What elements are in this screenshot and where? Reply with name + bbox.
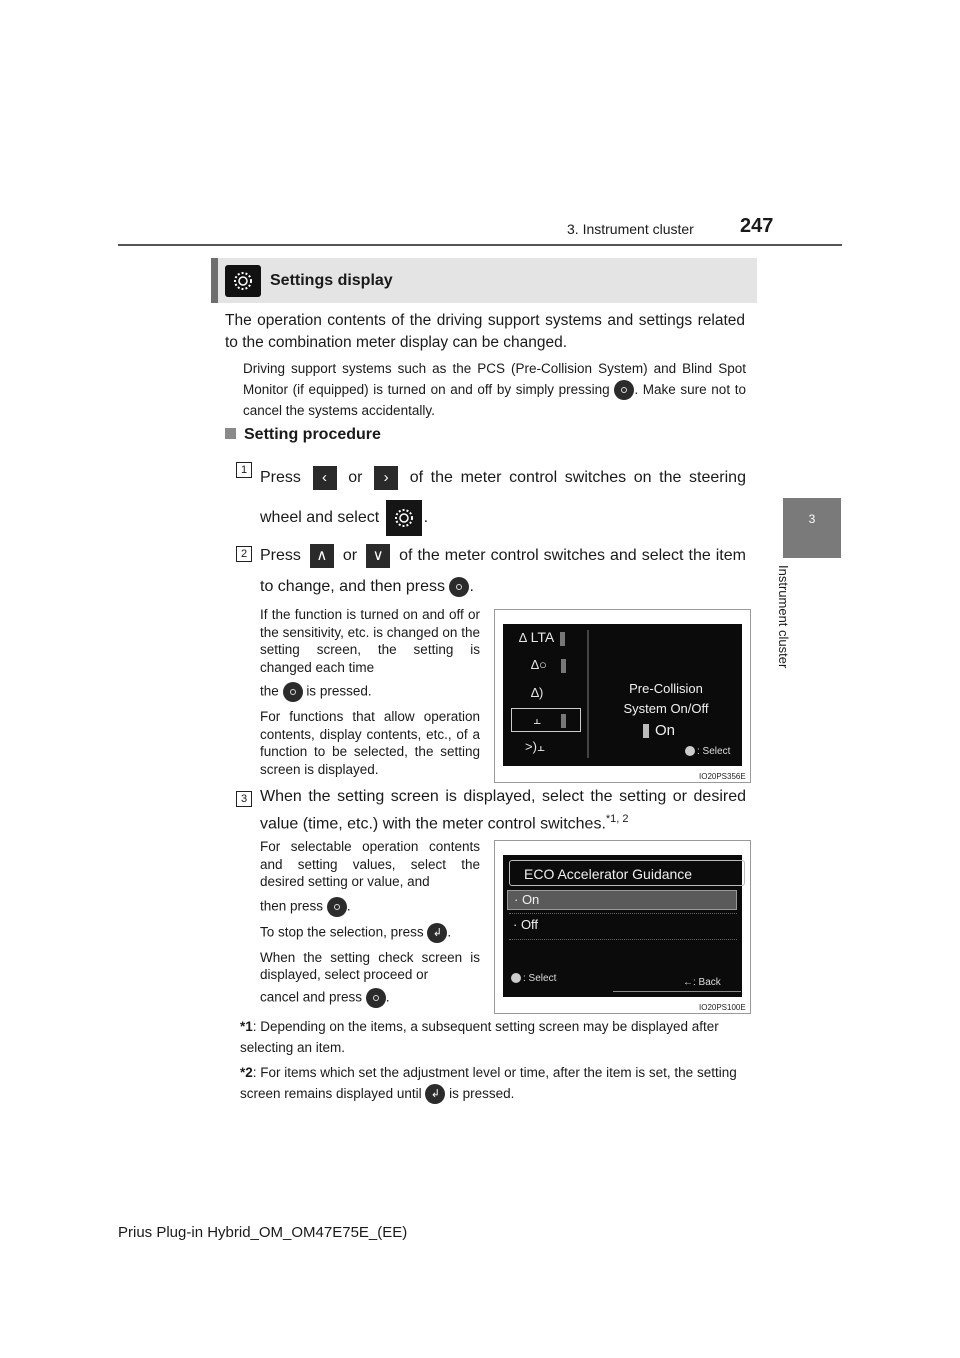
- note-text-1: Driving support systems such as the PCS (Pre-Collision System) and Blind Spot Monitor (if equipped) is turned on and off by simply pressing: [243, 361, 746, 397]
- lta-icon: ∆ LTA: [519, 629, 589, 654]
- chapter-label: [776, 565, 805, 695]
- step-2-text: [260, 540, 746, 602]
- step-number-3: 3: [236, 791, 252, 807]
- figure-2-text-1: For selectable operation contents and setting values, select the desired setting or value, and: [260, 839, 480, 889]
- back-hint-text: : Back: [693, 977, 721, 988]
- intro-paragraph: The operation contents of the driving support systems and settings related to the combination meter display can be changed.: [225, 312, 745, 351]
- option-off: · Off: [513, 917, 539, 932]
- figure-2-text-5: cancel and press .: [260, 988, 480, 1008]
- back-arrow-icon: ←: [683, 977, 693, 988]
- step-1-end: .: [423, 509, 429, 526]
- meter-screen-2: [503, 855, 742, 997]
- ok-button-icon: [366, 988, 386, 1008]
- header-rule: [118, 244, 842, 246]
- step-2-or: or: [342, 547, 358, 564]
- step-3-text: [260, 786, 746, 835]
- step-2-end: .: [469, 578, 474, 595]
- ok-button-icon: [614, 380, 634, 400]
- ok-button-icon: [511, 973, 521, 983]
- step-number-2: 2: [236, 546, 252, 562]
- lane-sway-icon: ∆○: [531, 657, 591, 682]
- step-number-1: 1: [236, 462, 252, 478]
- figure-2-code: IO20PS100E: [699, 1003, 746, 1012]
- option-divider: [509, 913, 737, 914]
- figure-2-description: [260, 838, 480, 1008]
- bottom-line: [613, 991, 741, 992]
- figure-2-text-5a: cancel and press: [260, 989, 363, 1005]
- chevron-left-icon: ‹: [313, 466, 337, 490]
- document-footer: Prius Plug-in Hybrid_OM_OM47E75E_(EE): [118, 1224, 408, 1241]
- bsm-icon: >)⫠: [525, 739, 545, 754]
- footnote-2-mark: *2: [240, 1065, 253, 1080]
- pcs-icon: ⫠: [533, 712, 593, 737]
- chevron-down-icon: ∨: [366, 544, 390, 568]
- step-1-or: or: [348, 469, 363, 486]
- figure-1-description: [260, 606, 480, 778]
- banner-title: Settings display: [270, 272, 393, 289]
- figure-1-code: IO20PS356E: [699, 772, 746, 781]
- figure-1: [494, 609, 751, 783]
- screen-title: ECO Accelerator Guidance: [509, 860, 745, 886]
- step-3-footnote-ref: *1, 2: [605, 813, 629, 825]
- select-hint-text: : Select: [523, 973, 557, 984]
- procedure-heading: [225, 426, 381, 444]
- page-number: 247: [740, 215, 774, 237]
- section-title: 3. Instrument cluster: [567, 221, 694, 237]
- figure-1-text-2b: is pressed.: [306, 683, 372, 699]
- figure-2-text-4: When the setting check screen is displayed, select proceed or: [260, 949, 480, 982]
- select-hint-text: : Select: [697, 746, 731, 757]
- ok-button-icon: [449, 577, 469, 597]
- back-button-icon: ↲: [427, 923, 447, 943]
- footnote-1-text: : Depending on the items, a subsequent setting screen may be displayed after selecting an item.: [240, 1019, 719, 1055]
- footnote-2-text-b: is pressed.: [449, 1086, 515, 1101]
- chapter-tab: 3: [783, 498, 841, 558]
- step-2-press: Press: [260, 547, 301, 564]
- back-button-icon: ↲: [425, 1084, 445, 1104]
- figure-1-text-3: For functions that allow operation contents, display contents, etc., of a function to be selected, the setting screen is displayed.: [260, 709, 480, 777]
- footnote-1-mark: *1: [240, 1019, 253, 1034]
- ok-button-icon: [327, 897, 347, 917]
- heading-bullet: [225, 428, 236, 439]
- ok-button-icon: [283, 682, 303, 702]
- figure-2-text-3: To stop the selection, press ↲ .: [260, 923, 480, 943]
- back-hint: [683, 977, 721, 988]
- step-1-rest: of the meter control switches on the steering wheel and select: [260, 469, 746, 526]
- step-2-rest: of the meter control switches and select the item to change, and then press: [260, 547, 746, 595]
- screen-title-line-2: System On/Off: [623, 701, 709, 716]
- figure-2-text-2a: then press: [260, 898, 324, 914]
- ok-button-icon: [685, 746, 695, 756]
- step-1-text: [260, 458, 746, 538]
- select-hint: [511, 973, 556, 984]
- screen-title: [601, 679, 731, 719]
- step-3-body: When the setting screen is displayed, select the setting or desired value (time, etc.) with the meter control switches.: [260, 788, 746, 833]
- footnote-1: [240, 1016, 746, 1058]
- figure-2: [494, 840, 751, 1014]
- step-1-press: Press: [260, 469, 301, 486]
- figure-2-text-2: then press .: [260, 897, 480, 917]
- state-readout: [643, 722, 675, 739]
- meter-screen-1: [503, 624, 742, 766]
- figure-1-text-2a: the: [260, 683, 279, 699]
- note-text-2: . Make sure not to cancel the systems accidentally.: [243, 382, 746, 419]
- option-on-selected: · On: [507, 890, 737, 910]
- state-value: On: [655, 722, 676, 739]
- chapter-label-text: Instrument cluster: [776, 565, 791, 669]
- note-paragraph: [243, 358, 746, 421]
- lane-alert-icon: ∆): [531, 685, 544, 700]
- figure-1-text-1: If the function is turned on and off or the sensitivity, etc. is changed on the setting screen, the setting is changed each time: [260, 607, 480, 675]
- toggle-indicator: [643, 724, 649, 738]
- procedure-heading-text: Setting procedure: [244, 426, 381, 443]
- footnote-2: [240, 1062, 746, 1104]
- chevron-up-icon: ∧: [310, 544, 334, 568]
- gear-icon: [386, 500, 422, 536]
- select-hint: [685, 746, 730, 757]
- menu-lta-label: LTA: [530, 629, 555, 645]
- option-divider: [509, 939, 737, 940]
- screen-title-line-1: Pre-Collision: [629, 681, 703, 696]
- figure-2-text-3a: To stop the selection, press: [260, 924, 424, 940]
- chevron-right-icon: ›: [374, 466, 398, 490]
- footnote-2-text-a: : For items which set the adjustment level or time, after the item is set, the setting screen remains displayed until: [240, 1065, 737, 1101]
- figure-1-text-2: [260, 682, 480, 702]
- gear-icon: [225, 265, 261, 297]
